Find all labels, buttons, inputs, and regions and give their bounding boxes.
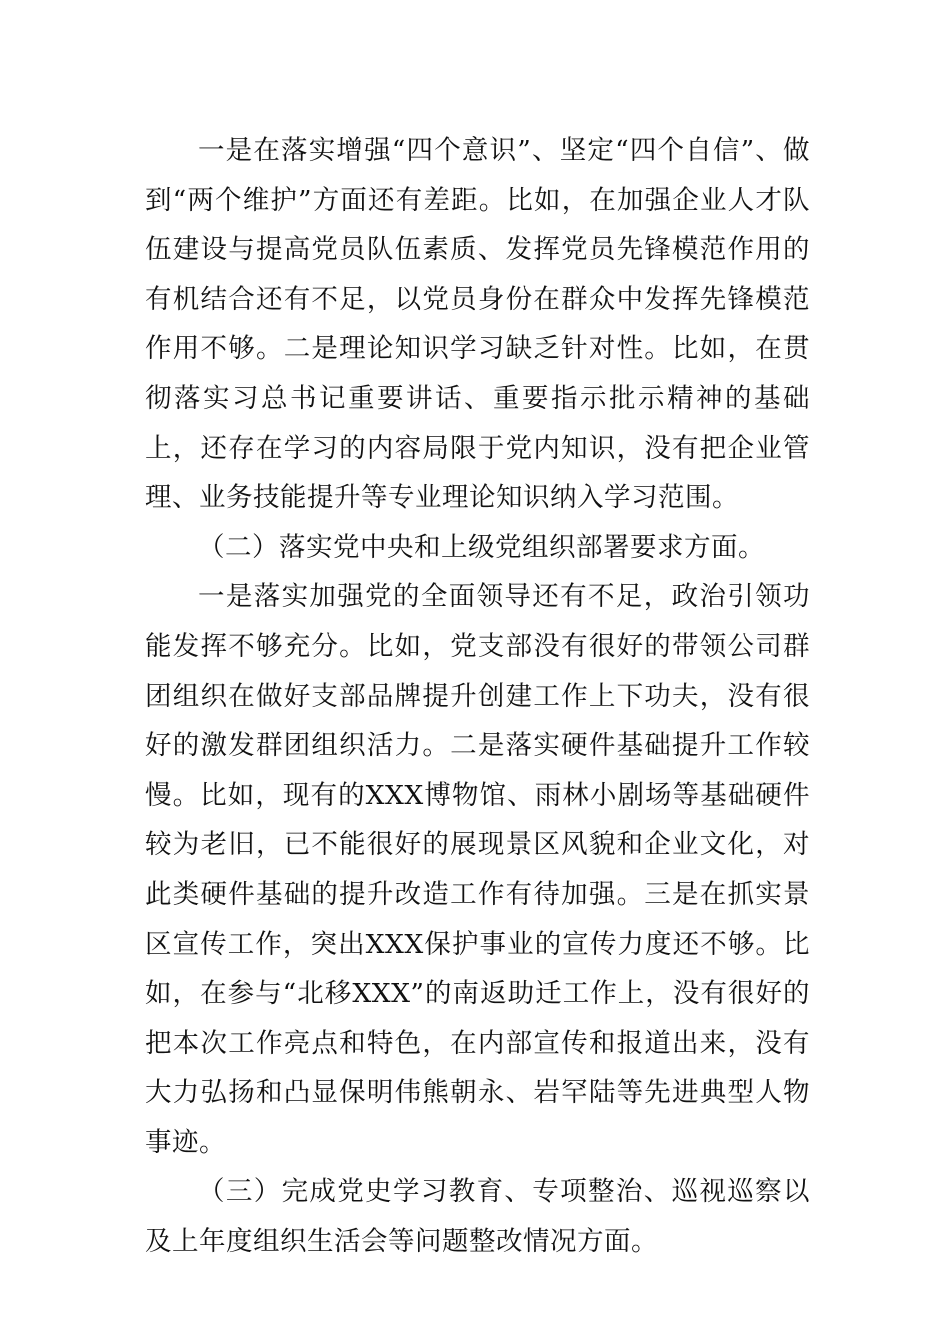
section-heading-three: （三）完成党史学习教育、专项整治、巡视巡察以及上年度组织生活会等问题整改情况方面。 [145, 1176, 810, 1258]
section-heading-two: （二）落实党中央和上级党组织部署要求方面。 [198, 531, 765, 563]
document-body [145, 126, 810, 1267]
paragraph-first-issues: 一是在落实增强“四个意识”、坚定“四个自信”、做到“两个维护”方面还有差距。比如，在加强企业人才队伍建设与提高党员队伍素质、发挥党员先锋模范作用的有机结合还有不足，以党员身份在群众中发挥先锋模范作用不够。二是理论知识学习缺乏针对性。比如，在贯彻落实习总书记重要讲话、重要指示批示精神的基础上，还存在学习的内容局限于党内知识，没有把企业管理、业务技能提升等专业理论知识纳入学习范围。 [145, 135, 810, 514]
paragraph-second-issues: 一是落实加强党的全面领导还有不足，政治引领功能发挥不够充分。比如，党支部没有很好的带领公司群团组织在做好支部品牌提升创建工作上下功夫，没有很好的激发群团组织活力。二是落实硬件基础提升工作较慢。比如，现有的XXX博物馆、雨林小剧场等基础硬件较为老旧，已不能很好的展现景区风貌和企业文化，对此类硬件基础的提升改造工作有待加强。三是在抓实景区宣传工作，突出XXX保护事业的宣传力度还不够。比如，在参与“北移XXX”的南返助迁工作上，没有很好的把本次工作亮点和特色，在内部宣传和报道出来，没有大力弘扬和凸显保明伟熊朝永、岩罕陆等先进典型人物事迹。 [145, 581, 810, 1158]
